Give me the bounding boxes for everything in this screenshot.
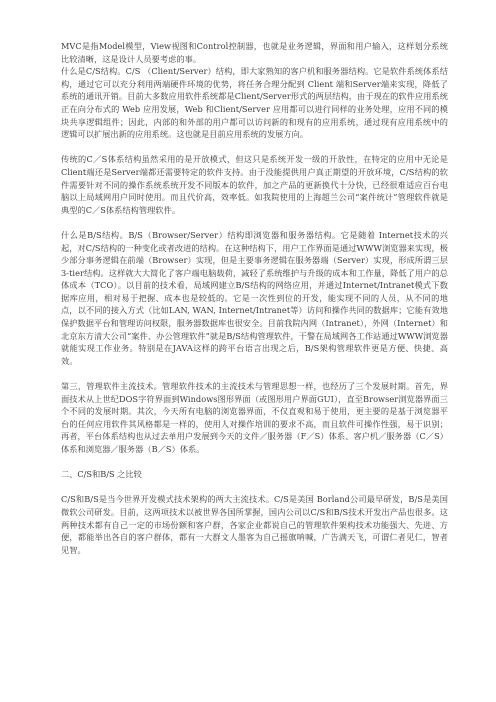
paragraph-gap: [61, 216, 448, 229]
paragraph-mainstream-tech: 第三，管理软件主流技术。管理软件技术的主流技术与管理思想一样，也经历了三个发展时期。首先，界面技术从上世纪DOS字符界面到Windows图形界面（或图形用户界面GUI），直至Browser浏览器界面三个不同的发展时期。其次，今天所有电脑的浏览器界面，不仅直观和易于使用，更主要的是基于浏览器平台的任何应用软件其风格都是一样的，使用人对操作培训的要求不高，而且软件可操作性强，易于识别；再者，平台体系结构也从过去单用户发展到今天的文件／服务器（F／S）体系、客户机／服务器（C／S）体系和浏览器／服务器（B／S）体系。: [61, 381, 448, 454]
paragraph-bs-structure: 什么是B/S结构。B/S（Browser/Server）结构即浏览器和服务器结构。它是随着 Internet技术的兴起，对C/S结构的一种变化或者改进的结构。在这种结构下，用户工作界面是通过WWW浏览器来实现，极少部分事务逻辑在前端（Browser）实现，但是主要事务逻辑在服务器端（Server）实现，形成所谓三层3-tier结构。这样就大大简化了客户端电脑载荷，减轻了系统维护与升级的成本和工作量，降低了用户的总体成本（TCO）。以目前的技术看，局域网建立B/S结构的网络应用，并通过Internet/Intranet模式下数据库应用，相对易于把握、成本也是较低的。它是一次性到位的开发，能实现不同的人员，从不同的地点，以不同的接入方式（比如LAN, WAN, Internet/Intranet等）访问和操作共同的数据库；它能有效地保护数据平台和管理访问权限，服务器数据库也很安全。目前我院内网（Intranet），外网（Internet）和北京东方清大公司“案件、办公管理软件”就是B/S结构管理软件，干警在局域网各工作站通过WWW浏览器就能实现工作业务。特别是在JAVA这样的跨平台语言出现之后，B/S架构管理软件更是方便、快捷、高效。: [61, 229, 448, 366]
paragraph-gap: [61, 141, 448, 154]
paragraph-mvc: MVC是指Model模型，View视图和Control控制器，也就是业务逻辑，界面和用户输入，这样划分系统比较清晰，这是设计人员要考虑的事。: [61, 41, 448, 64]
section-heading: 二、C/S和B/S 之比较: [61, 469, 142, 480]
paragraph-gap: [61, 367, 448, 380]
paragraph-traditional-cs: 传统的C／S体系结构虽然采用的是开放模式，但这只是系统开发一级的开放性，在特定的应用中无论是Client端还是Server端都还需要特定的软件支持。由于没能提供用户真正期望的开放环境，C/S结构的软件需要针对不同的操作系统系统开发不同版本的软件，加之产品的更新换代十分快，已经很难适应百台电脑以上局域网用户同时使用。而且代价高，效率低。如我院使用的上海超兰公司“案件统计”管理软件就是典型的C／S体系结构管理软件。: [61, 154, 448, 215]
paragraph-gap: [61, 481, 448, 494]
paragraph-gap: [61, 456, 448, 469]
paragraph-cs-structure: 什么是C/S结构。C/S （Client/Server）结构，即大家熟知的客户机和服务器结构。它是软件系统体系结构，通过它可以充分利用两端硬件环境的优势，将任务合理分配到 Client 端和Server端来实现，降低了系统的通讯开销。目前大多数应用软件系统都是Client/Server形式的两层结构，由于现在的软件应用系统正在向分布式的 Web 应用发展，Web 和Client/Server 应用都可以进行同样的业务处理，应用不同的模块共享逻辑组件；因此，内部的和外部的用户都可以访问新的和现有的应用系统，通过现有应用系统中的逻辑可以扩展出新的应用系统。这也就是目前应用系统的发展方向。: [61, 66, 448, 140]
paragraph-comparison: C/S和B/S是当今世界开发模式技术架构的两大主流技术。C/S是美国 Borland公司最早研发，B/S是美国微软公司研发。目前，这两项技术以被世界各国所掌握，国内公司以C/S和B/S技术开发出产品也很多。这两种技术都有自己一定的市场份额和客户群，各家企业都说自己的管理软件架构技术功能强大、先进、方便，都能举出各自的客户群体，都有一大群文人墨客为自己摇旗呐喊，广告满天飞，可谓仁者见仁，智者见智。: [61, 494, 448, 555]
